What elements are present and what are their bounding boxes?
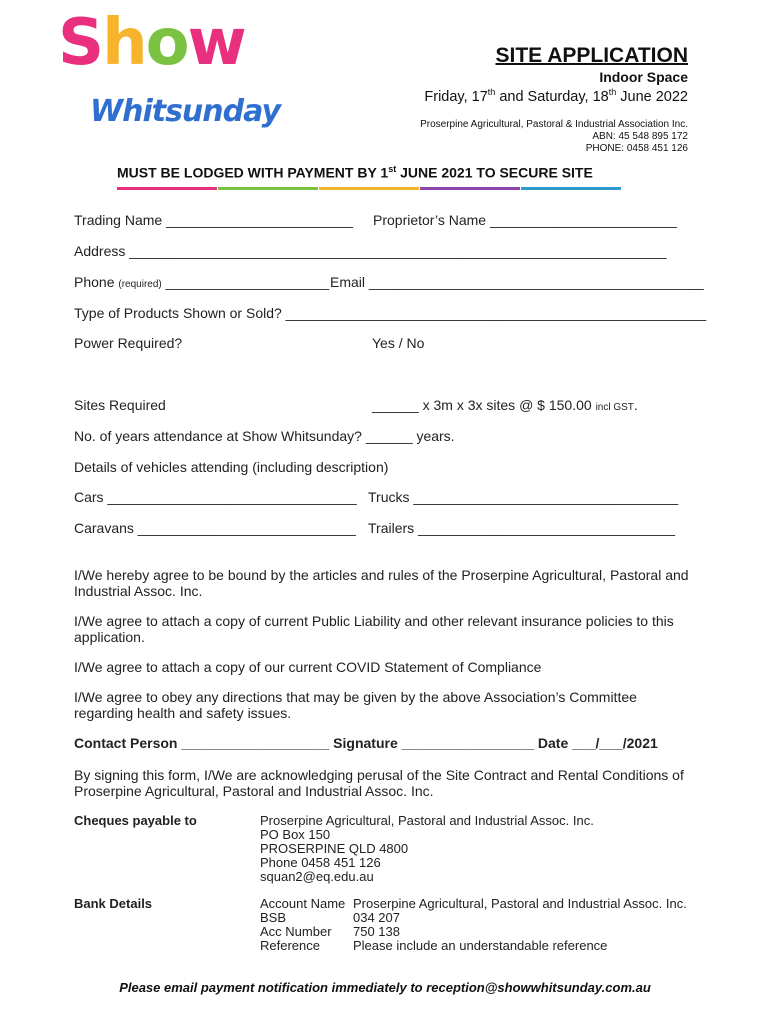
sites-field[interactable]: ______ x 3m x 3x sites @ $ 150.00 incl GST. bbox=[372, 397, 638, 413]
proprietor-name-field[interactable]: Proprietor’s Name ________________________ bbox=[373, 212, 677, 228]
bank-value: Proserpine Agricultural, Pastoral and Industrial Assoc. Inc. bbox=[353, 896, 687, 911]
caravans-field[interactable]: Caravans ____________________________ bbox=[74, 520, 356, 536]
power-yes-no[interactable]: Yes / No bbox=[372, 335, 425, 351]
bank-key: Account Name bbox=[260, 896, 346, 911]
page-title: SITE APPLICATION bbox=[495, 44, 688, 67]
phone-field[interactable]: Phone (required) _____________________ bbox=[74, 274, 330, 290]
cheques-line: Proserpine Agricultural, Pastoral and Industrial Assoc. Inc. bbox=[260, 813, 594, 828]
color-bar-5 bbox=[521, 187, 621, 190]
show-whitsunday-logo bbox=[58, 6, 280, 146]
logo-letter-s: S bbox=[58, 6, 103, 80]
logo-whitsunday-wordmark: Whitsunday bbox=[90, 94, 280, 129]
association-phone: PHONE: 0458 451 126 bbox=[585, 143, 688, 154]
page-subtitle: Indoor Space bbox=[599, 69, 688, 85]
bank-key: Acc Number bbox=[260, 924, 332, 939]
bank-value: Please include an understandable reference bbox=[353, 938, 608, 953]
color-bar-2 bbox=[218, 187, 318, 190]
cars-field[interactable]: Cars ________________________________ bbox=[74, 489, 357, 505]
products-field[interactable]: Type of Products Shown or Sold? ______________________________________________________ bbox=[74, 305, 707, 321]
address-field[interactable]: Address _____________________________________________________________________ bbox=[74, 243, 667, 259]
association-details bbox=[420, 119, 688, 155]
logo-letter-w: w bbox=[187, 6, 245, 80]
acknowledgement-text: By signing this form, I/We are acknowledging perusal of the Site Contract and Rental Conditions of Proserpine Agricultural, Pastoral and Industrial Assoc. Inc. bbox=[74, 767, 684, 799]
color-bar-3 bbox=[319, 187, 419, 190]
color-bar-1 bbox=[117, 187, 217, 190]
agreement-safety: I/We agree to obey any directions that may be given by the above Association’s Committee regarding health and safety issues. bbox=[74, 689, 637, 721]
association-name: Proserpine Agricultural, Pastoral & Industrial Association Inc. bbox=[420, 119, 688, 130]
agreement-rules: I/We hereby agree to be bound by the articles and rules of the Proserpine Agricultural, Pastoral and Industrial Assoc. Inc. bbox=[74, 567, 689, 599]
trailers-field[interactable]: Trailers _________________________________ bbox=[368, 520, 675, 536]
logo-show-wordmark bbox=[58, 6, 245, 80]
footer-notice: Please email payment notification immediately to reception@showwhitsunday.com.au bbox=[119, 980, 651, 995]
agreement-covid: I/We agree to attach a copy of our current COVID Statement of Compliance bbox=[74, 659, 542, 675]
trucks-field[interactable]: Trucks __________________________________ bbox=[368, 489, 679, 505]
logo-letter-o: o bbox=[145, 6, 188, 80]
bank-keys bbox=[260, 897, 345, 953]
cheques-line: PROSERPINE QLD 4800 bbox=[260, 841, 409, 856]
sites-label: Sites Required bbox=[74, 397, 166, 413]
email-field[interactable]: Email ___________________________________________ bbox=[330, 274, 704, 290]
association-abn: ABN: 45 548 895 172 bbox=[592, 131, 688, 142]
bank-value: 034 207 bbox=[353, 910, 400, 925]
bank-values bbox=[353, 897, 687, 953]
cheques-email: squan2@eq.edu.au bbox=[260, 869, 374, 884]
cheques-line: PO Box 150 bbox=[260, 827, 331, 842]
bank-details-label: Bank Details bbox=[74, 896, 153, 911]
logo-letter-h: h bbox=[102, 6, 146, 80]
event-dates: Friday, 17th and Saturday, 18th June 2022 bbox=[424, 87, 688, 105]
bank-key: Reference bbox=[260, 938, 320, 953]
cheques-line: Phone 0458 451 126 bbox=[260, 855, 381, 870]
power-label: Power Required? bbox=[74, 335, 183, 351]
cheques-label: Cheques payable to bbox=[74, 813, 197, 828]
contact-signature-date-row[interactable]: Contact Person ___________________ Signature _________________ Date ___/___/2021 bbox=[74, 735, 658, 751]
bank-key: BSB bbox=[260, 910, 287, 925]
vehicles-heading: Details of vehicles attending (including description) bbox=[74, 459, 389, 475]
trading-name-field[interactable]: Trading Name ________________________ bbox=[74, 212, 353, 228]
lodgement-notice: MUST BE LODGED WITH PAYMENT BY 1st JUNE 2021 TO SECURE SITE bbox=[117, 164, 593, 181]
bank-value: 750 138 bbox=[353, 924, 400, 939]
cheques-details bbox=[260, 814, 594, 884]
agreement-insurance: I/We agree to attach a copy of current Public Liability and other relevant insurance policies to this application. bbox=[74, 613, 674, 645]
color-bar-4 bbox=[420, 187, 520, 190]
years-attendance-field[interactable]: No. of years attendance at Show Whitsunday? ______ years. bbox=[74, 428, 455, 444]
